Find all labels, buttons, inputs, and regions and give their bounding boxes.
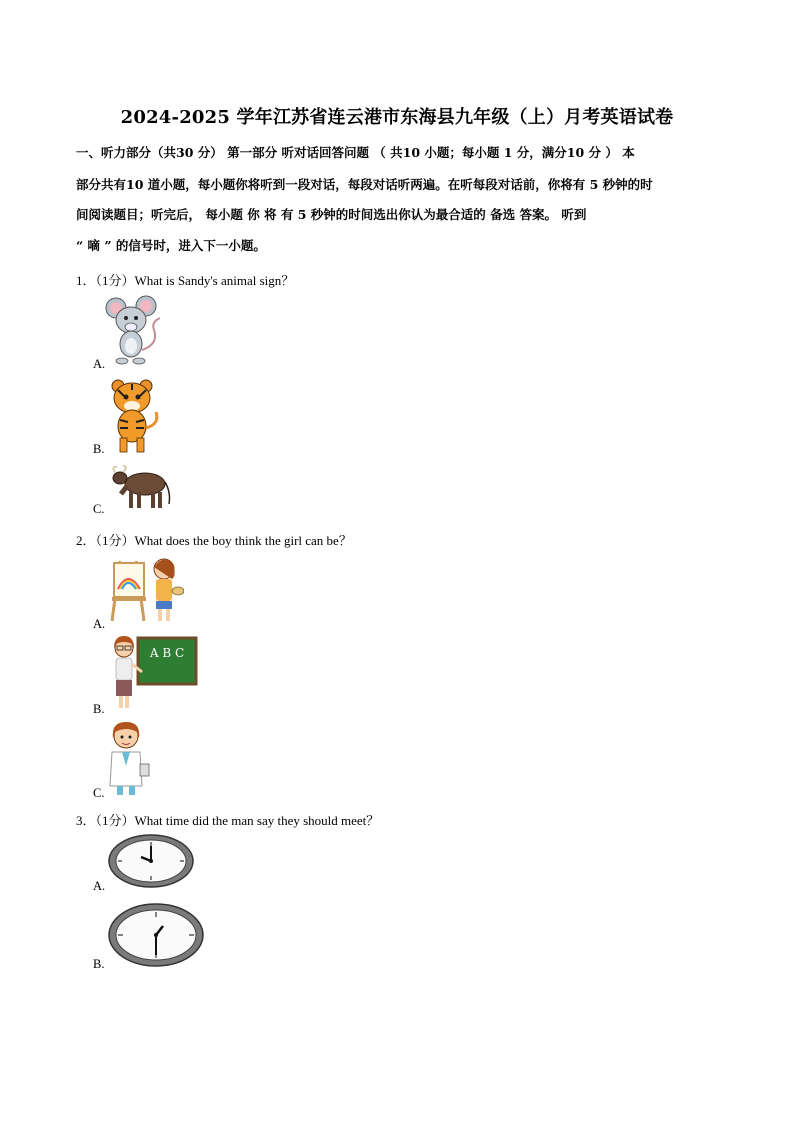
- question-2-option-a: A.: [93, 617, 106, 631]
- question-1-option-a: A.: [93, 357, 106, 371]
- board-text: A B C: [149, 646, 185, 660]
- teacher-icon: [108, 636, 198, 710]
- doctor-icon: [107, 722, 151, 796]
- painter-icon: [106, 555, 184, 625]
- question-2-option-b: B.: [93, 702, 105, 716]
- tiger-icon: [106, 378, 162, 454]
- question-1-stem: 1．（1分）What is Sandy's animal sign？: [76, 273, 295, 288]
- section-intro-line-2: 部分共有10 道小题，每小题你将听到一段对话，每段对话听两遍。在听每段对话前，你将有 5 秒钟的时: [76, 177, 653, 192]
- ox-icon: [107, 464, 175, 512]
- question-2-option-c: C.: [93, 786, 105, 800]
- question-2-stem: 2．（1分）What does the boy think the girl can be？: [76, 533, 352, 548]
- section-intro-line-3: 间阅读题目；听完后， 每小题 你 将 有 5 秒钟的时间选出你认为最合适的 备选 答案。 听到: [76, 207, 587, 222]
- clock-icon: [107, 833, 195, 889]
- question-3-option-a: A.: [93, 879, 106, 893]
- mouse-icon: [104, 294, 166, 366]
- question-1-option-c: C.: [93, 502, 105, 516]
- clock-icon: [107, 902, 205, 968]
- question-3-stem: 3．（1分）What time did the man say they should meet？: [76, 813, 380, 828]
- question-3-option-b: B.: [93, 957, 105, 971]
- section-intro-line-4: “ 嘀 ” 的信号时，进入下一小题。: [76, 238, 266, 253]
- page-title: 2024-2025 学年江苏省连云港市东海县九年级（上）月考英语试卷: [120, 107, 674, 128]
- section-intro-line-1: 一、听力部分（共30 分） 第一部分 听对话回答问题 （ 共10 小题；每小题 1 分，满分10 分 ） 本: [76, 145, 635, 160]
- question-1-option-b: B.: [93, 442, 105, 456]
